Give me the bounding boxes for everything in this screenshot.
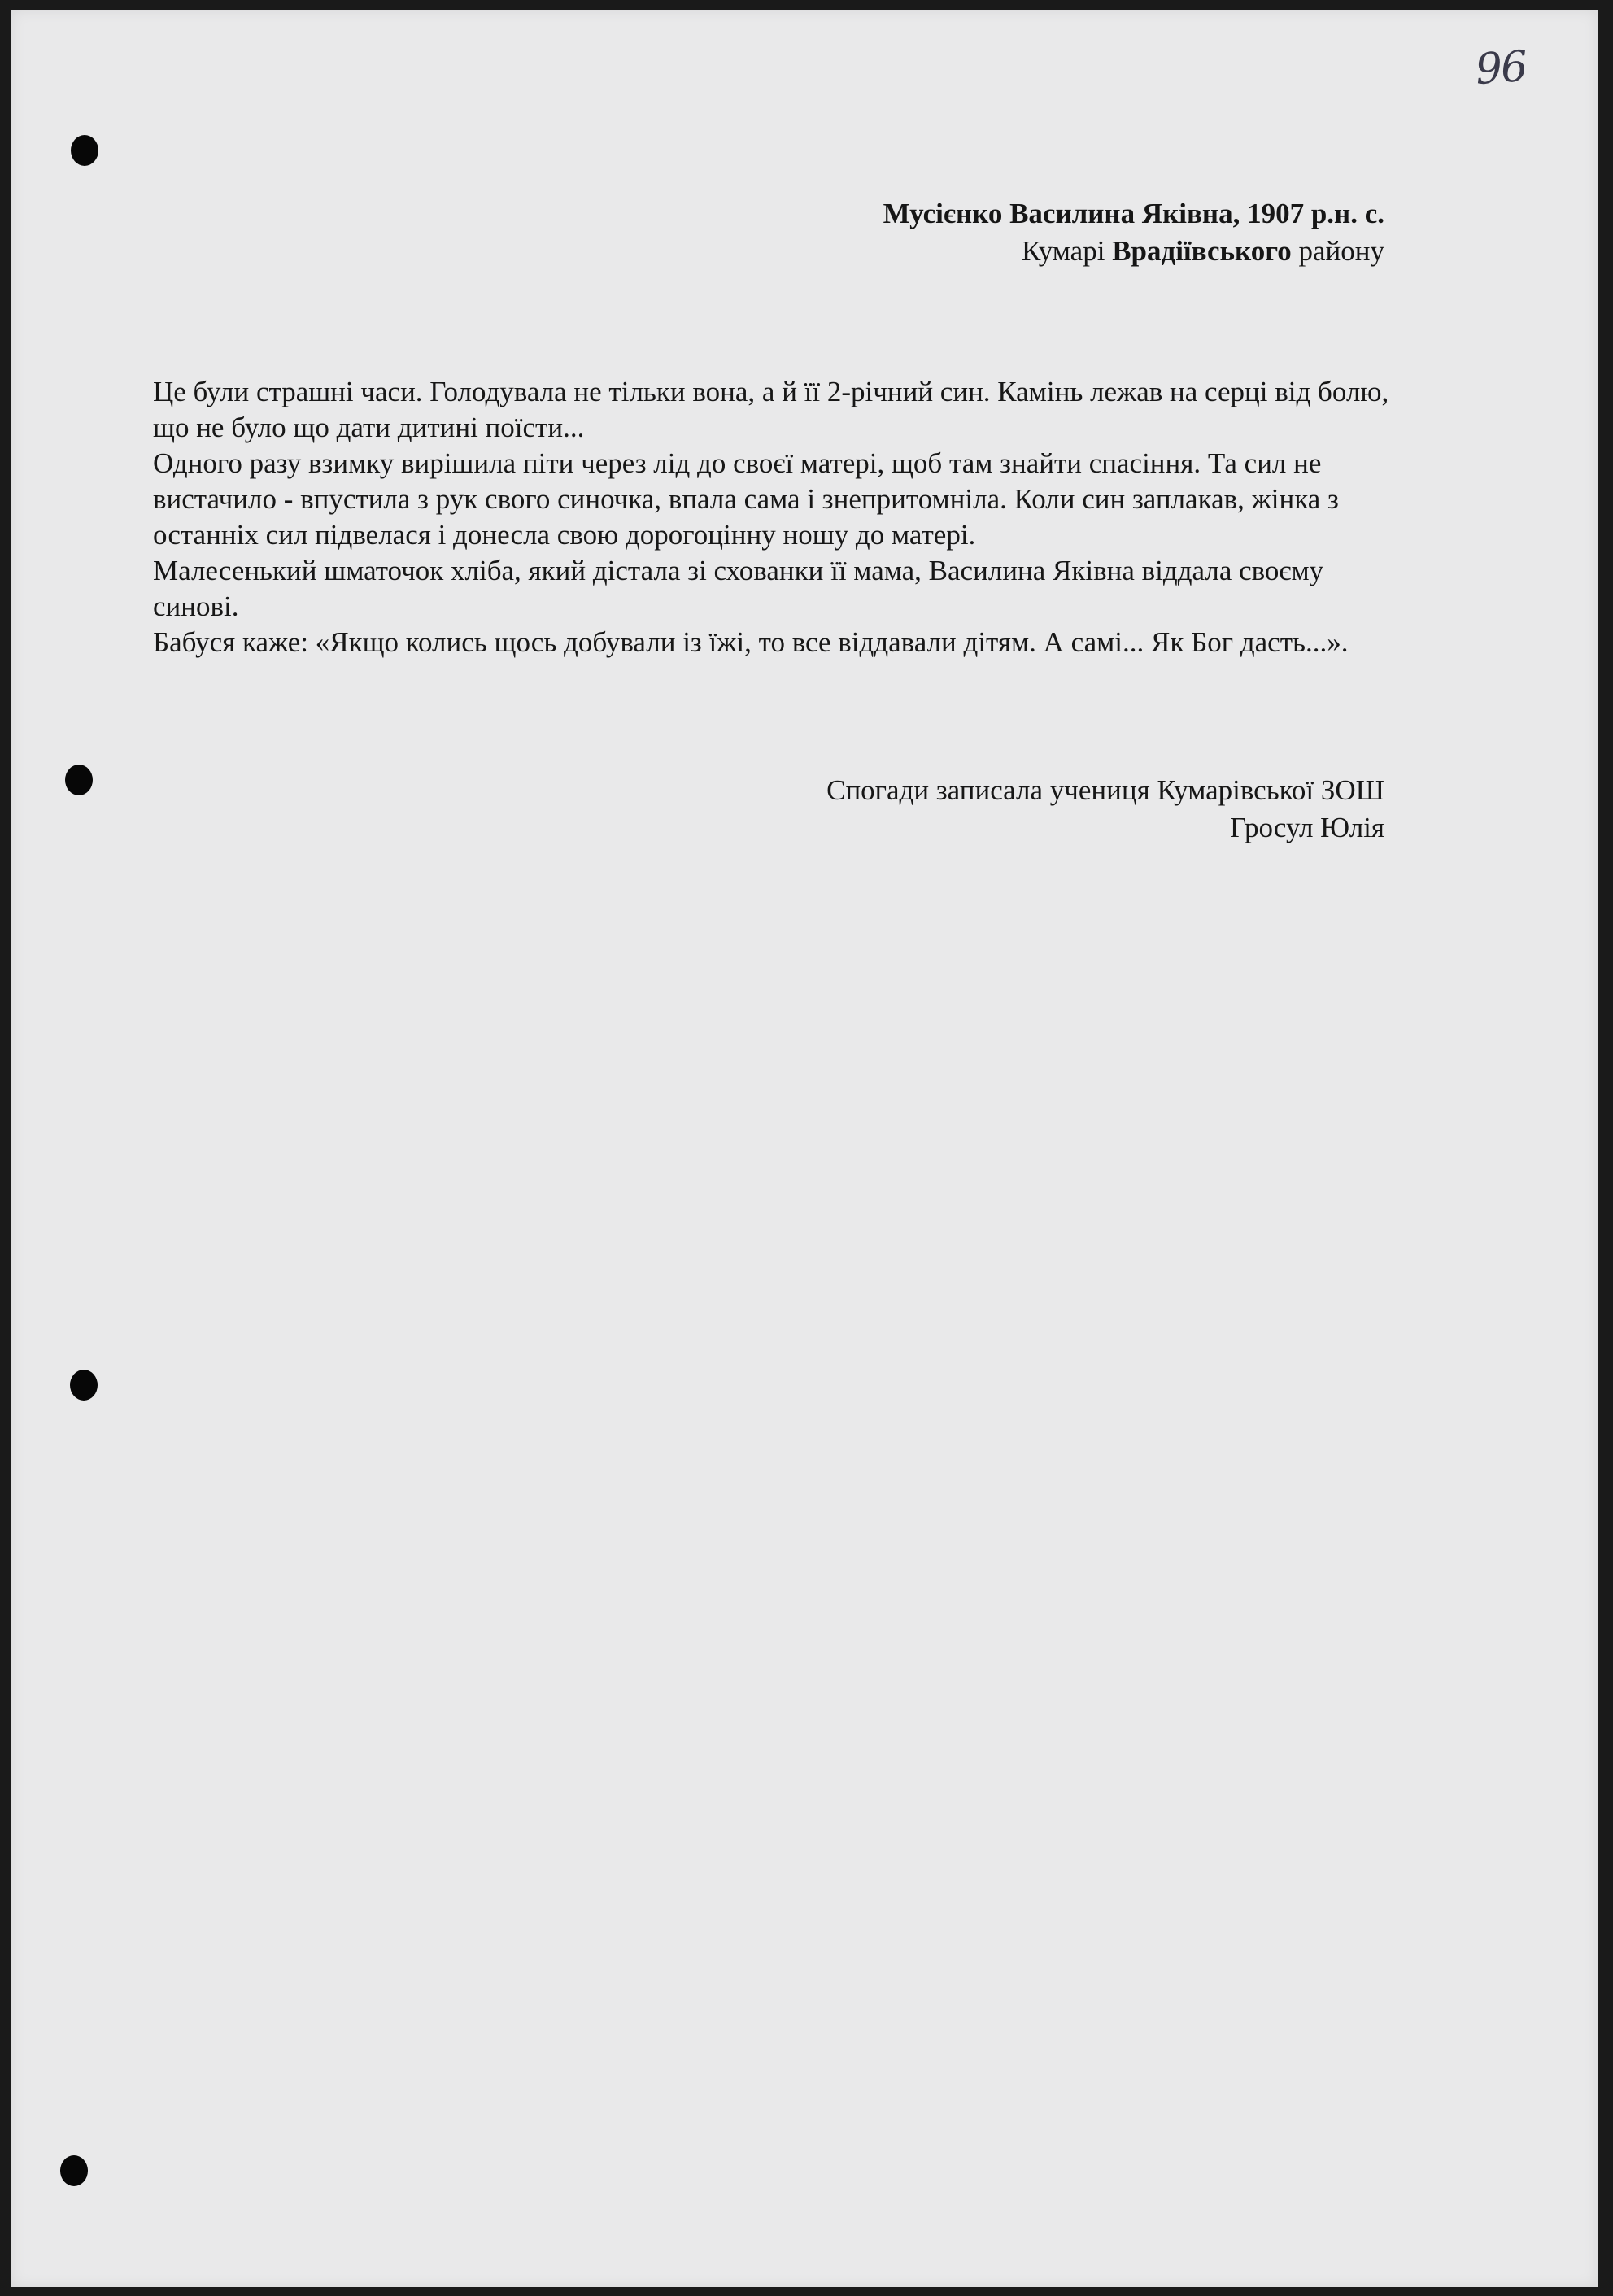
person-name-line: Мусієнко Василина Яківна, 1907 р.н. с. <box>883 198 1384 229</box>
location-district: Врадіївського <box>1112 235 1292 267</box>
location-line <box>883 233 1384 270</box>
recorder-name: Гросул Юлія <box>1230 812 1384 843</box>
paragraph: Бабуся каже: «Якщо колись щось добували із їжі, то все віддавали дітям. А самі... Як Бог дасть...». <box>153 626 1349 658</box>
recorded-by-line: Спогади записала учениця Кумарівської ЗОШ <box>826 774 1384 806</box>
location-suffix: району <box>1291 235 1384 267</box>
signature-block <box>826 772 1384 847</box>
handwritten-page-number: 96 <box>1473 41 1528 95</box>
binder-hole-1 <box>71 135 98 166</box>
paragraph: Це були страшні часи. Голодувала не тільки вона, а й її 2-річний син. Камінь лежав на серці від болю, що не було що дати дитині поїсти... <box>153 376 1389 443</box>
binder-hole-3 <box>70 1370 98 1401</box>
paragraph: Одного разу взимку вирішила піти через лід до своєї матері, щоб там знайти спасіння. Та сил не вистачило - впустила з рук свого синочка, впала сама і знепритомніла. Коли син заплакав, жінка з останніх сил підвелася і донесла свою дорогоцінну ношу до матері. <box>153 447 1339 551</box>
paragraph: Малесенький шматочок хліба, який дістала зі схованки її мама, Василина Яківна віддала своєму синові. <box>153 555 1324 622</box>
document-page <box>11 10 1598 2287</box>
binder-hole-4 <box>60 2155 88 2186</box>
binder-hole-2 <box>65 765 93 795</box>
document-header <box>883 195 1384 270</box>
memoir-text <box>153 374 1406 660</box>
location-prefix: Кумарі <box>1022 235 1113 267</box>
